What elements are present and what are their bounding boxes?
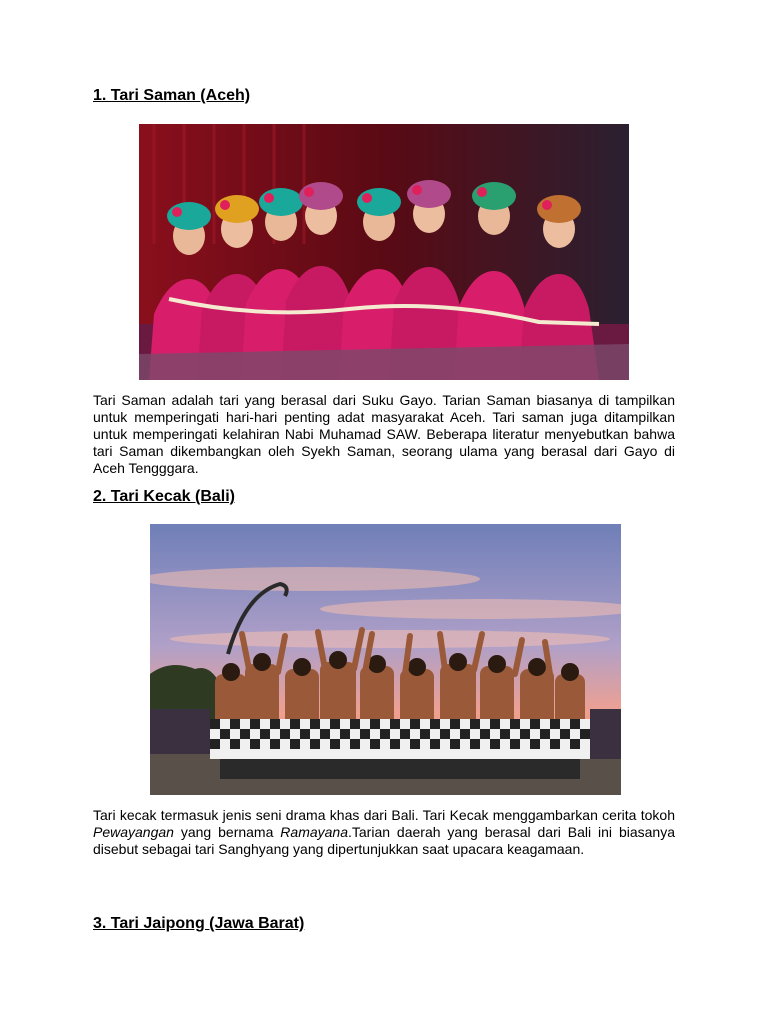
kecak-term-ramayana: Ramayana [280, 824, 348, 840]
section-heading-jaipong: 3. Tari Jaipong (Jawa Barat) [93, 915, 305, 932]
saman-description: Tari Saman adalah tari yang berasal dari Suku Gayo. Tarian Saman biasanya di tampilkan untuk memperingati hari-hari penting adat masyarakat Aceh. Tari saman juga ditampilkan untuk memperingati kelahiran Nabi Muhamad SAW. Beberapa literatur menyebutkan bahwa tari Saman dikembangkan oleh Syekh Saman, seorang ulama yang berasal dari Gayo di Aceh Tengggara. [93, 392, 675, 476]
kecak-description [93, 807, 675, 858]
kecak-text-part-3: .Tarian daerah yang berasal dari Bali ini biasanya disebut sebagai tari Sanghyang yang dipertunjukkan saat upacara keagamaan. [93, 824, 675, 857]
section-heading-kecak: 2. Tari Kecak (Bali) [93, 488, 235, 505]
kecak-dance-photo [150, 524, 621, 795]
kecak-text-part-2: yang bernama [173, 824, 281, 840]
kecak-term-pewayangan: Pewayangan [93, 824, 174, 840]
kecak-text-part-1: Tari kecak termasuk jenis seni drama khas dari Bali. Tari Kecak menggambarkan cerita tokoh [93, 807, 675, 823]
saman-dance-photo [139, 124, 629, 380]
section-heading-saman: 1. Tari Saman (Aceh) [93, 87, 251, 104]
